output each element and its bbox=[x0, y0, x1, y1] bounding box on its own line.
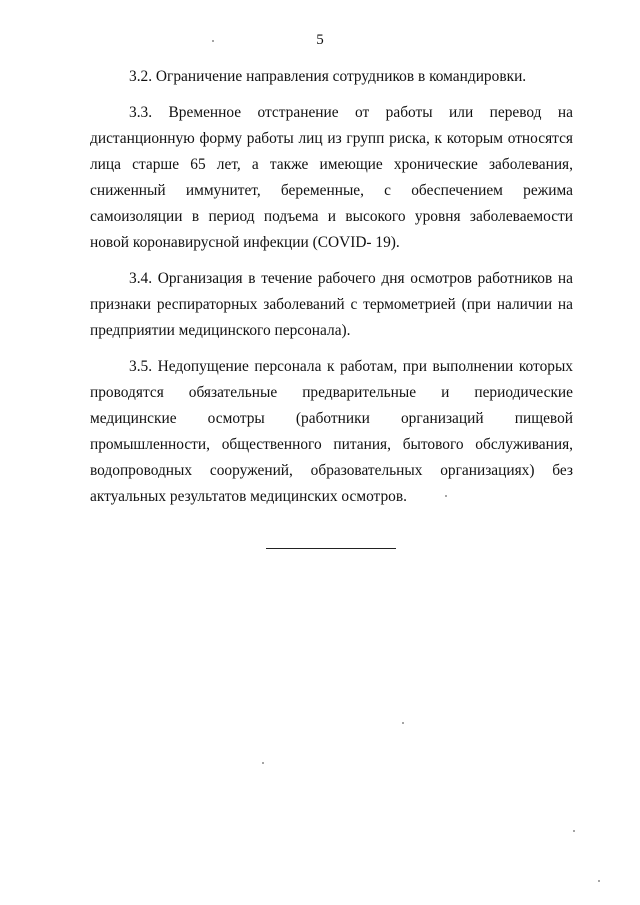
page-number: 5 bbox=[316, 32, 324, 48]
paragraph-3-3: 3.3. Временное отстранение от работы или перевод на дистанционную форму работы лиц из групп риска, к которым относятся лица старше 65 лет, а также имеющие хронические заболевания, сниженный иммунитет, беременные, с обеспечением режима самоизоляции в период подъема и высокого уровня заболеваемости новой коронавирусной инфекции (COVID- 19). bbox=[90, 104, 573, 251]
scan-speck bbox=[212, 40, 214, 42]
scan-speck bbox=[402, 722, 404, 724]
document-body bbox=[90, 64, 573, 520]
paragraph-3-2: 3.2. Ограничение направления сотрудников в командировки. bbox=[129, 68, 527, 85]
end-separator-line bbox=[266, 548, 396, 549]
paragraph-3-5: 3.5. Недопущение персонала к работам, при выполнении которых проводятся обязательные предварительные и периодические медицинские осмотры (работники организаций пищевой промышленности, общественного питания, бытового обслуживания, водопроводных сооружений, образовательных организациях) без актуальных результатов медицинских осмотров. bbox=[90, 358, 573, 505]
scan-speck bbox=[598, 880, 600, 882]
scan-speck bbox=[573, 830, 575, 832]
paragraph-3-4: 3.4. Организация в течение рабочего дня осмотров работников на признаки респираторных заболеваний с термометрией (при наличии на предприятии медицинского персонала). bbox=[90, 270, 573, 339]
scan-speck bbox=[445, 495, 447, 497]
scan-speck bbox=[262, 762, 264, 764]
